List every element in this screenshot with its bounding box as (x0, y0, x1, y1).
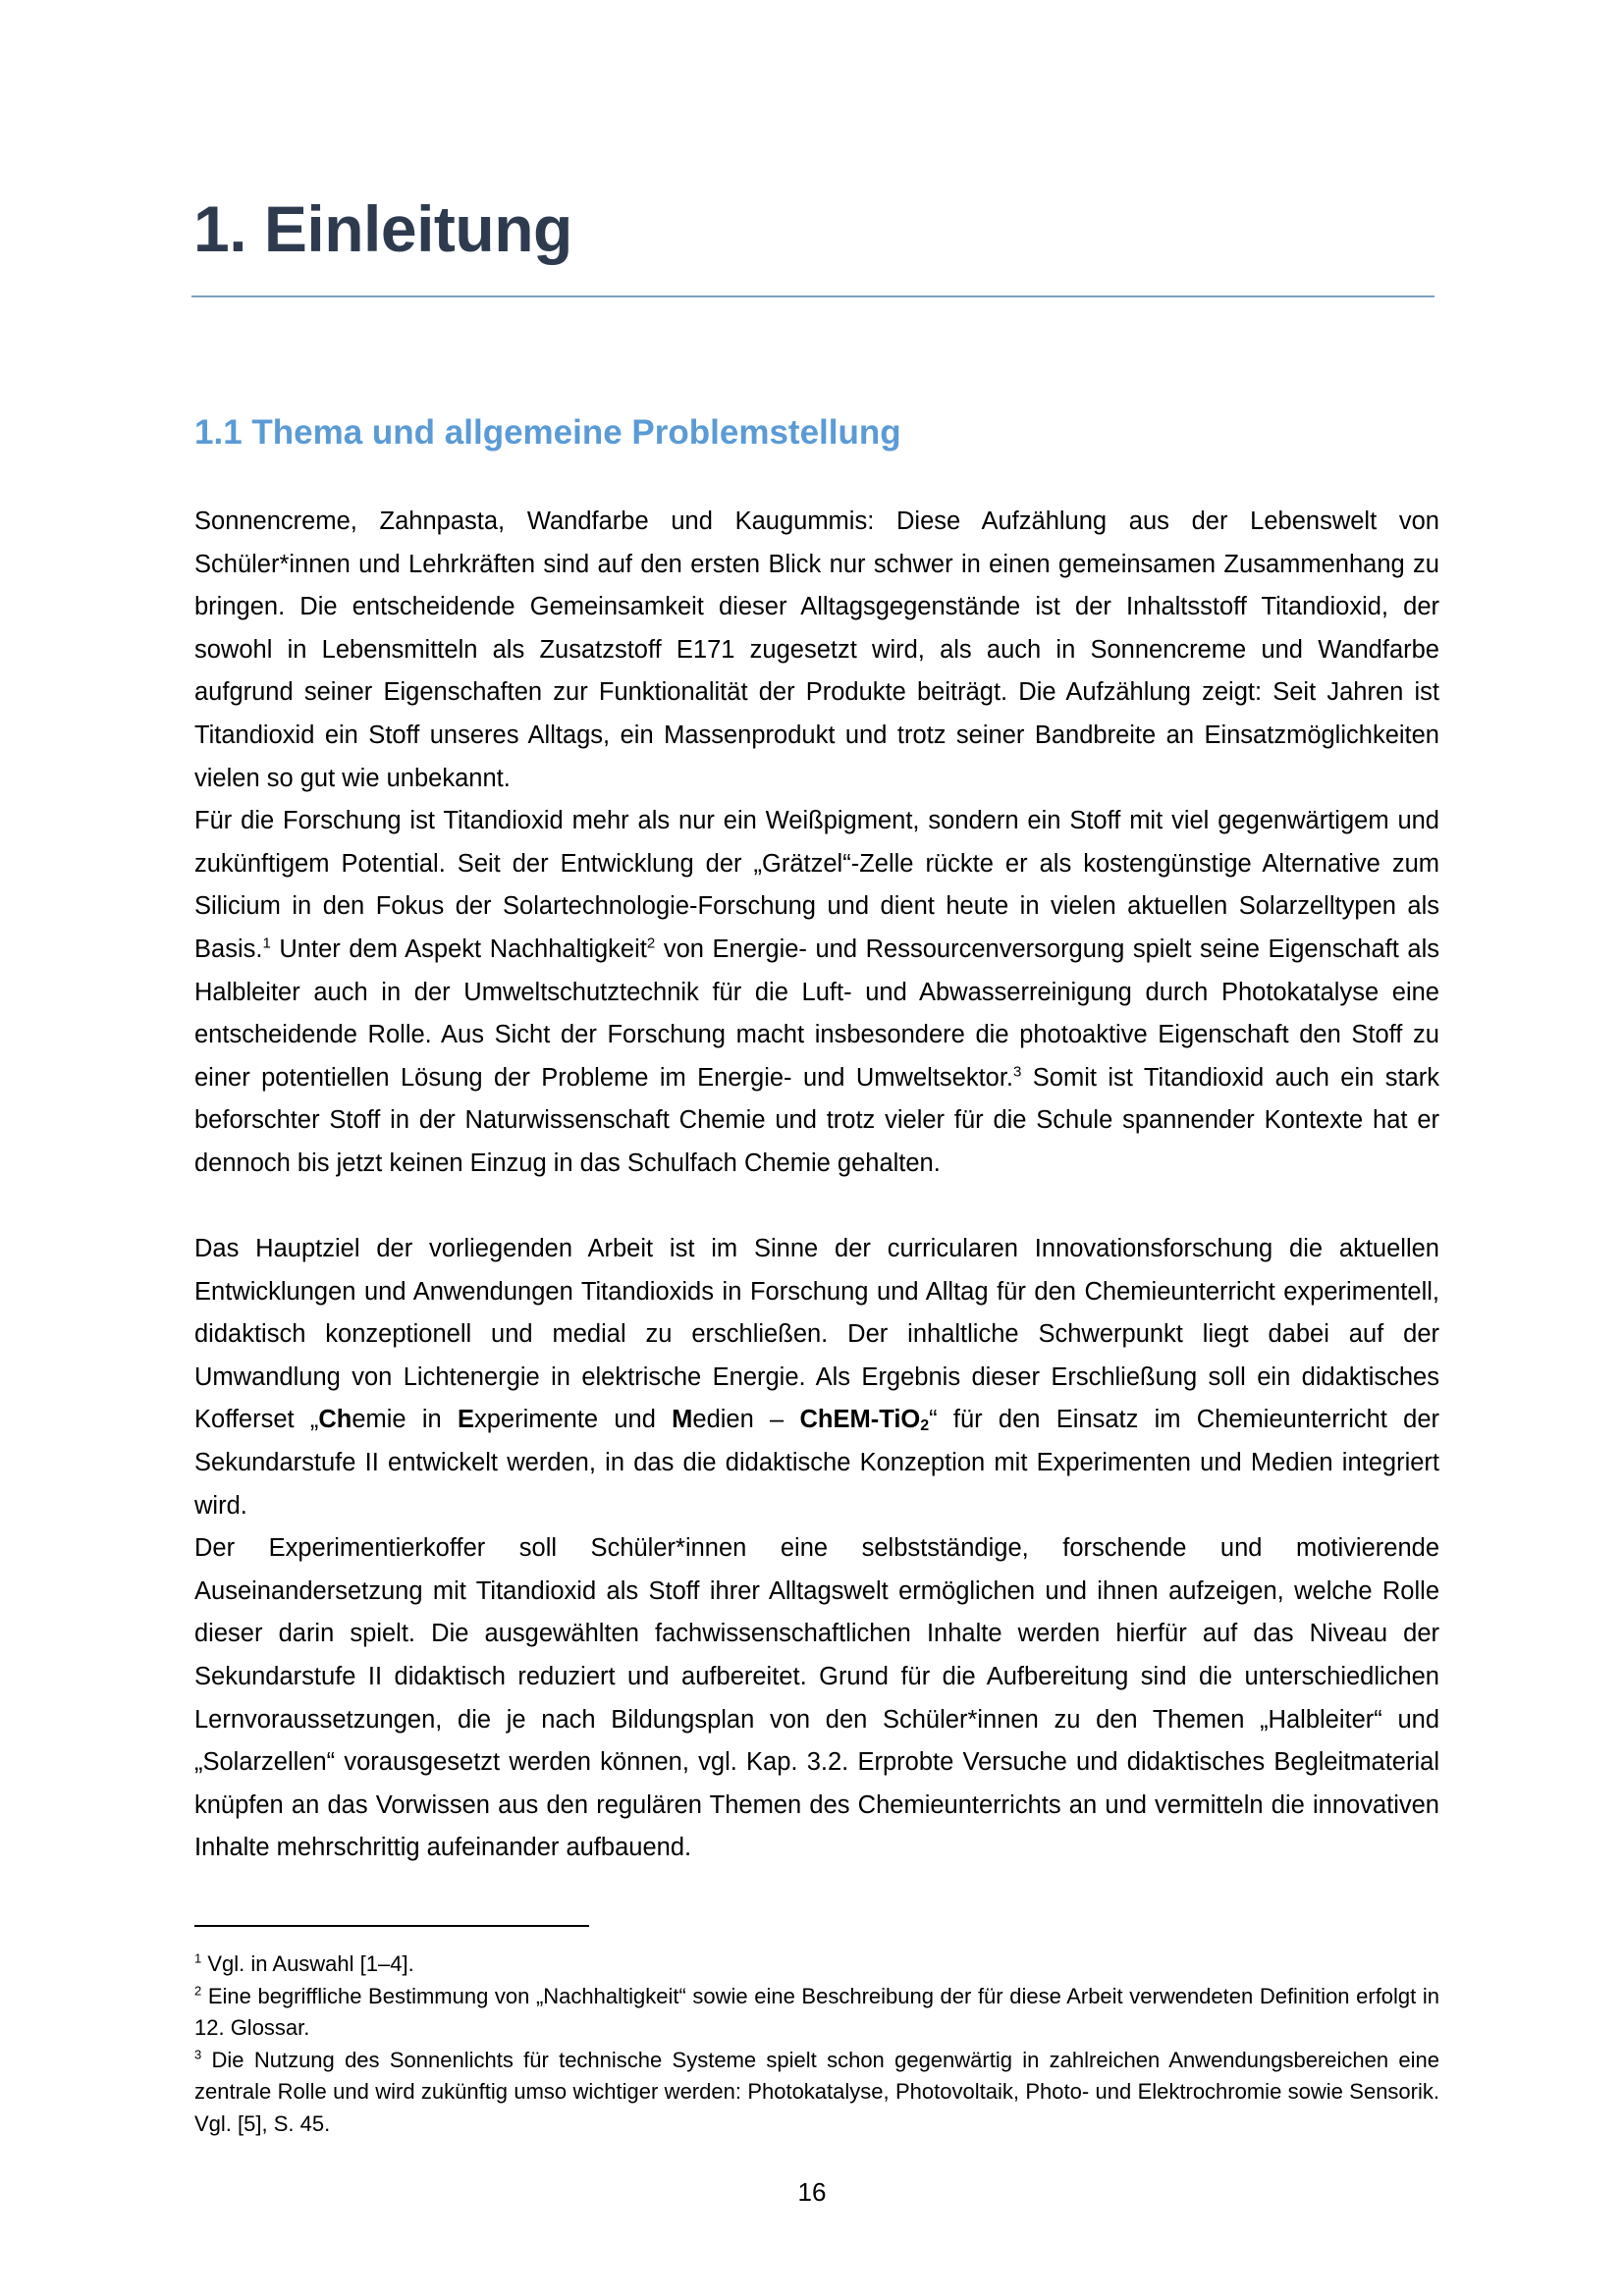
paragraph-3 (194, 1228, 1439, 1527)
footnote-ref-2[interactable]: 2 (646, 934, 656, 952)
footnote-1 (194, 1949, 1439, 1981)
footnote-mark: 3 (194, 2047, 202, 2062)
footnote-2 (194, 1981, 1439, 2045)
footnote-mark: 2 (194, 1983, 202, 1999)
footnote-mark: 1 (194, 1950, 202, 1966)
footnote-ref-3[interactable]: 3 (1013, 1063, 1022, 1081)
paragraph-4 (194, 1527, 1439, 1870)
paragraph-text: Der Experimentierkoffer soll Schüler*innen eine selbstständige, forschende und motivierende Auseinandersetzung mit Titandioxid als Stoff ihrer Alltagswelt ermöglichen und ihnen aufzeigen, welche Rolle dieser darin spielt. Die ausgewählten fachwissenschaftlichen Inhalte werden hierfür auf das Niveau der Sekundarstufe II didaktisch reduziert und aufbereitet. Grund für die Aufbereitung sind die unterschiedlichen Lernvoraussetzungen, die je nach Bildungsplan von den Schüler*innen zu den Themen „Halbleiter“ und „Solarzellen“ vorausgesetzt werden können, vgl. Kap. 3.2. Erprobte Versuche und didaktisches Begleitmaterial knüpfen an das Vorwissen aus den regulären Themen des Chemieunterrichts an und vermitteln die innovativen Inhalte mehrschrittig aufeinander aufbauend. (194, 1534, 1439, 1862)
paragraph-text: emie in (352, 1406, 458, 1434)
paragraph-2 (194, 800, 1439, 1185)
kit-name-subscript: 2 (920, 1417, 930, 1435)
paragraph-text: Somit ist Titandioxid auch ein stark beforschter Stoff in der Naturwissenschaft Chemie und trotz vieler für die Schule spannender Kontexte hat er dennoch bis jetzt keinen Einzug in das Schulfach Chemie gehalten. (194, 1063, 1439, 1177)
acronym-letter: M (672, 1406, 693, 1434)
section-title: 1.1 Thema und allgemeine Problemstellung (194, 413, 901, 452)
footnote-text: Die Nutzung des Sonnenlichts für technische Systeme spielt schon gegenwärtig in zahlreichen Anwendungsbereichen eine zentrale Rolle und wird zukünftig umso wichtiger werden: Photokatalyse, Photovoltaik, Photo- und Elektrochromie sowie Sensorik. Vgl. [5], S. 45. (194, 2047, 1439, 2136)
paragraph-text: von Energie- und Ressourcenversorgung spielt seine Eigenschaft als Halbleiter auch in der Umweltschutztechnik für die Luft- und Abwasserreinigung durch Photokatalyse eine entscheidende Rolle. Aus Sicht der Forschung macht insbesondere die photoaktive Eigenschaft den Stoff zu einer potentiellen Lösung der Probleme im Energie- und Umweltsektor. (194, 934, 1440, 1092)
paragraph-text: Unter dem Aspekt Nachhaltigkeit (270, 934, 647, 963)
paragraph-1 (194, 501, 1439, 800)
footnotes (194, 1949, 1439, 2140)
chapter-title: 1. Einleitung (193, 192, 572, 265)
footnote-3 (194, 2045, 1439, 2141)
acronym-letter: Ch (318, 1406, 352, 1434)
paragraph-text: Sonnencreme, Zahnpasta, Wandfarbe und Kaugummis: Diese Aufzählung aus der Lebenswelt von Schüler*innen und Lehrkräften sind auf den ersten Blick nur schwer in einen gemeinsamen Zusammenhang zu bringen. Die entscheidende Gemeinsamkeit dieser Alltagsgegenstände ist der Inhaltsstoff Titandioxid, der sowohl in Lebensmitteln als Zusatzstoff E171 zugesetzt wird, als auch in Sonnencreme und Wandfarbe aufgrund seiner Eigenschaften zur Funktionalität der Produkte beiträgt. Die Aufzählung zeigt: Seit Jahren ist Titandioxid ein Stoff unseres Alltags, ein Massenprodukt und trotz seiner Bandbreite an Einsatzmöglichkeiten vielen so gut wie unbekannt. (194, 507, 1439, 792)
paragraph-text: Für die Forschung ist Titandioxid mehr als nur ein Weißpigment, sondern ein Stoff mit viel gegenwärtigem und zukünftigem Potential. Seit der Entwicklung der „Grätzel“-Zelle rückte er als kostengünstige Alternative zum Silicium in den Fokus der Solartechnologie-Forschung und dient heute in vielen aktuellen Solarzelltypen als Basis. (194, 807, 1439, 963)
body-text-block-1 (194, 501, 1439, 1870)
footnote-ref-1[interactable]: 1 (262, 934, 271, 952)
kit-name: ChEM-TiO (799, 1406, 921, 1434)
chapter-title-underline (191, 295, 1435, 297)
paragraph-text: Das Hauptziel der vorliegenden Arbeit ist im Sinne der curricularen Innovationsforschung die aktuellen Entwicklungen und Anwendungen Titandioxids in Forschung und Alltag für den Chemieunterricht experimentell, didaktisch konzeptionell und medial zu erschließen. Der inhaltliche Schwerpunkt liegt dabei auf der Umwandlung von Lichtenergie in elektrische Energie. Als Ergebnis dieser Erschließung soll ein didaktisches Kofferset „ (194, 1235, 1439, 1434)
paragraph-spacer (194, 1186, 1439, 1229)
footnote-text: Eine begriffliche Bestimmung von „Nachhaltigkeit“ sowie eine Beschreibung der für diese Arbeit verwendeten Definition erfolgt in 12. Glossar. (194, 1983, 1439, 2040)
footnote-text: Vgl. in Auswahl [1–4]. (201, 1951, 414, 1976)
acronym-letter: E (457, 1406, 474, 1434)
paragraph-text: edien – (692, 1406, 800, 1434)
footnote-separator (194, 1925, 589, 1927)
page-number: 16 (797, 2177, 827, 2207)
paragraph-text: xperimente und (473, 1406, 673, 1434)
paragraph-text: “ für den Einsatz im Chemieunterricht der Sekundarstufe II entwickelt werden, in das die didaktische Konzeption mit Experimenten und Medien integriert wird. (194, 1406, 1439, 1520)
